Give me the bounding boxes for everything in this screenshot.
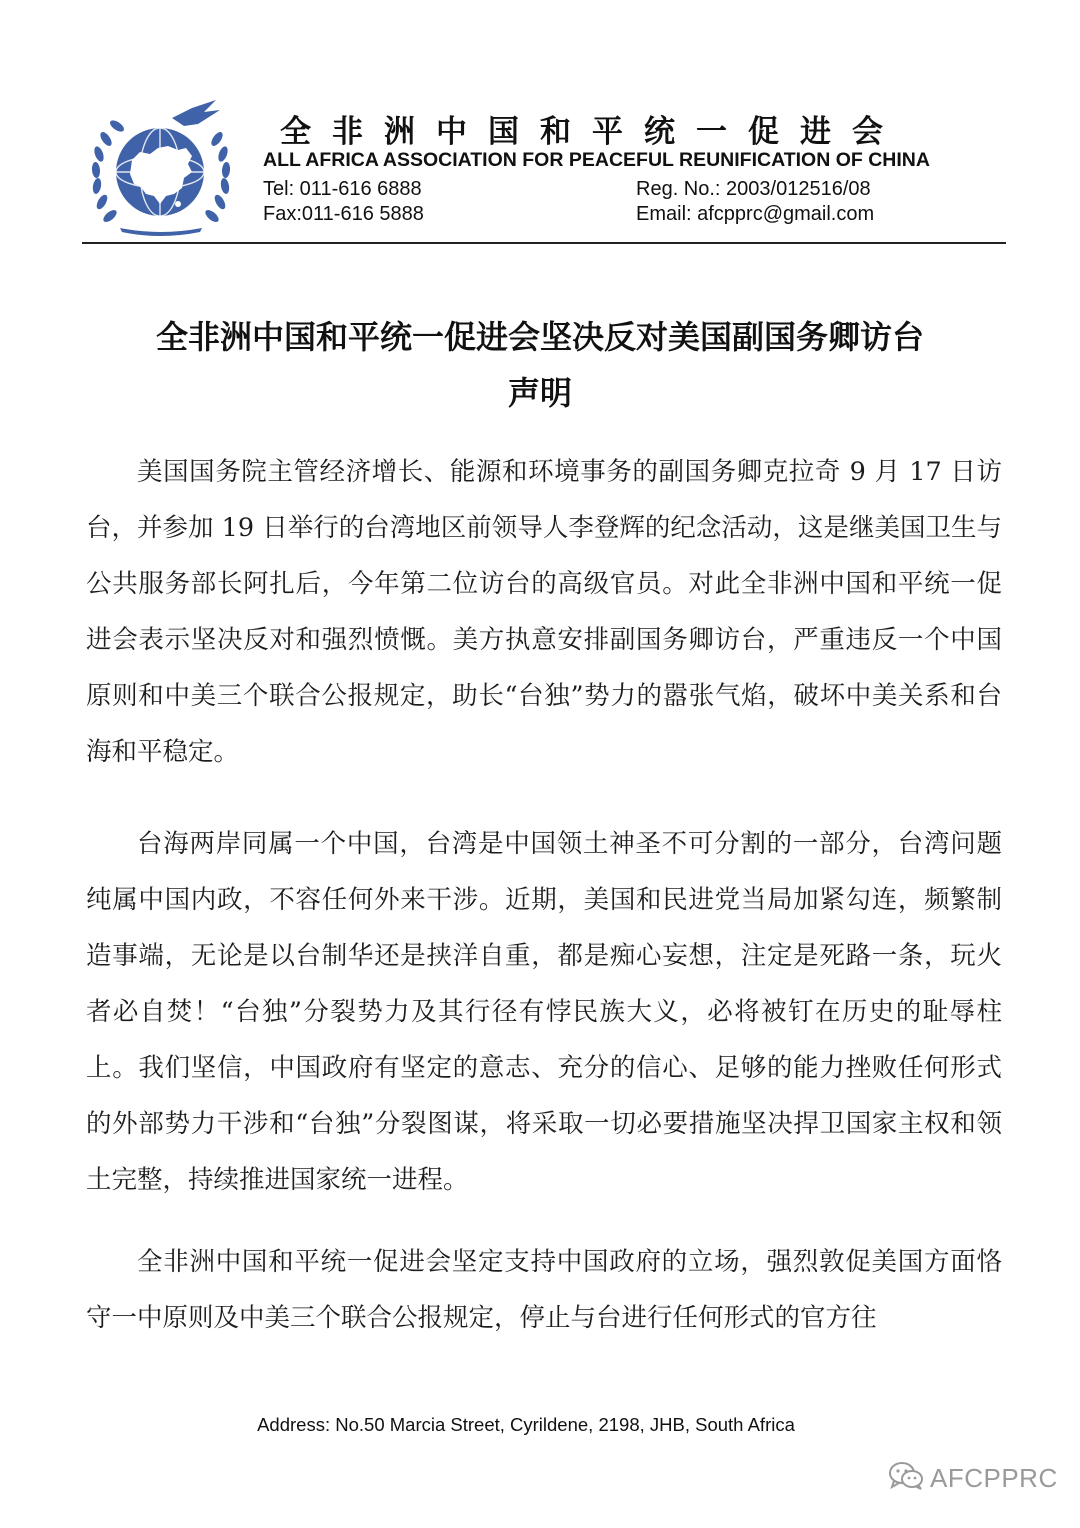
wechat-icon (888, 1461, 924, 1495)
email: Email: afcpprc@gmail.com (636, 203, 875, 225)
header-divider (82, 242, 1006, 244)
org-name-english: ALL AFRICA ASSOCIATION FOR PEACEFUL REUNIFICATION OF CHINA (263, 149, 930, 171)
statement-title: 全非洲中国和平统一促进会坚决反对美国副国务卿访台 (155, 318, 924, 356)
footer-address: Address: No.50 Marcia Street, Cyrildene, 2198, JHB, South Africa (257, 1414, 795, 1435)
fax: Fax:011-616 5888 (263, 203, 424, 225)
paragraph-3: 全非洲中国和平统一促进会坚定支持中国政府的立场，强烈敦促美国方面恪守一中原则及中美三个联合公报规定，停止与台进行任何形式的官方往 (86, 1247, 1002, 1333)
paragraph-2: 台海两岸同属一个中国，台湾是中国领土神圣不可分割的一部分，台湾问题纯属中国内政，不容任何外来干涉。近期，美国和民进党当局加紧勾连，频繁制造事端，无论是以台制华还是挟洋自重，都是痴心妄想，注定是死路一条，玩火者必自焚！“台独”分裂势力及其行径有悖民族大义，必将被钉在历史的耻辱柱上。我们坚信，中国政府有坚定的意志、充分的信心、足够的能力挫败任何形式的外部势力干涉和“台独”分裂图谋，将采取一切必要措施坚决捍卫国家主权和领土完整，持续推进国家统一进程。 (86, 829, 1002, 1195)
org-name-chinese: 全非洲中国和平统一促进会 (280, 114, 904, 150)
paragraph-1: 美国国务院主管经济增长、能源和环境事务的副国务卿克拉奇 9 月 17 日访台，并参加 19 日举行的台湾地区前领导人李登辉的纪念活动，这是继美国卫生与公共服务部长阿扎后，今年第二位访台的高级官员。对此全非洲中国和平统一促进会表示坚决反对和强烈愤慨。美方执意安排副国务卿访台，严重违反一个中国原则和中美三个联合公报规定，助长“台独”势力的嚣张气焰，破坏中美关系和台海和平稳定。 (86, 457, 1002, 767)
telephone: Tel: 011-616 6888 (263, 178, 422, 200)
statement-subtitle: 声明 (507, 374, 572, 412)
association-logo (80, 96, 242, 236)
registration-number: Reg. No.: 2003/012516/08 (636, 178, 871, 200)
watermark-text: AFCPPRC (930, 1462, 1058, 1493)
wechat-watermark (888, 1458, 1063, 1498)
